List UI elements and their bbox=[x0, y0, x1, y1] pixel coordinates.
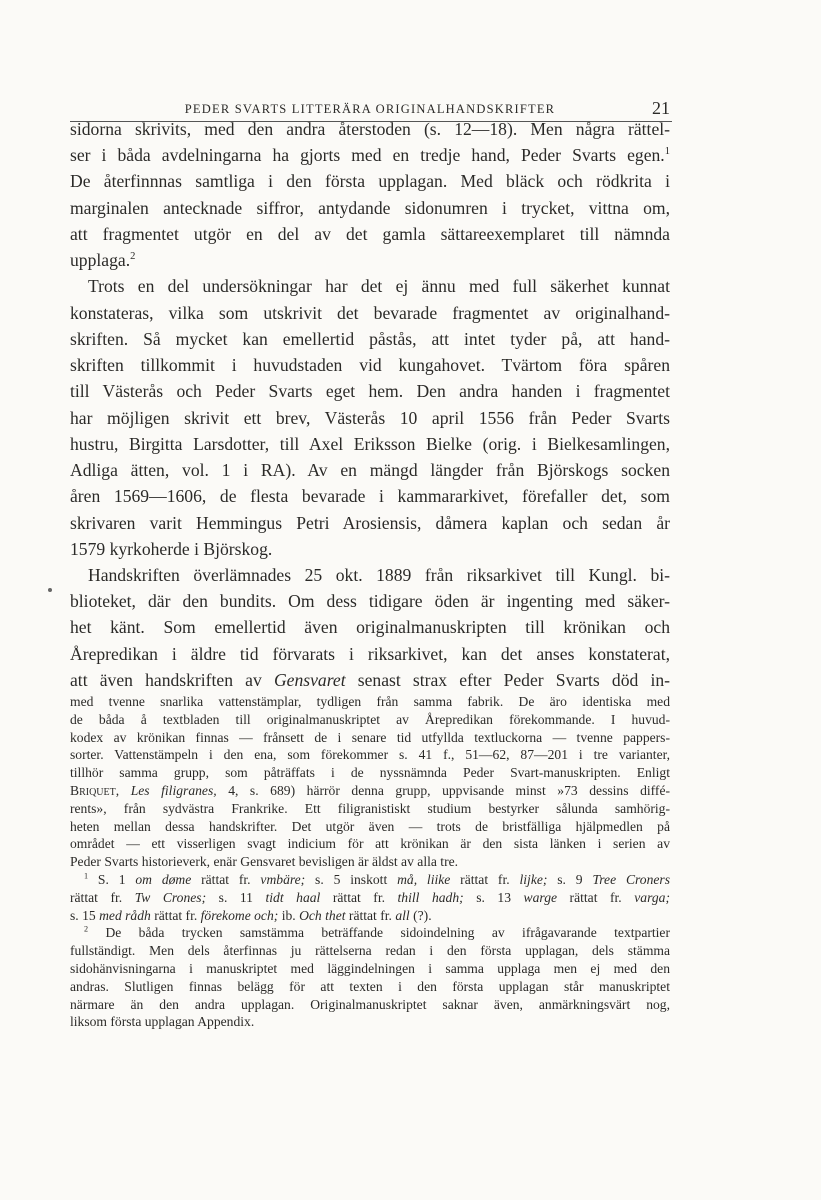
text-line bbox=[70, 431, 670, 457]
text-segment: andras. Slutligen finnas belägg för att texten i den första upplagan står manuskriptet bbox=[70, 978, 670, 994]
text-segment: Årepredikan i äldre tid förvarats i riksarkivet, kan det anses konstaterat, bbox=[70, 643, 670, 664]
text-segment: rents», från sydvästra Frankrike. Ett filigranistiskt studium bestyrker sålunda samhörig- bbox=[70, 800, 670, 816]
text-segment: 1579 kyrkoherde i Björskog. bbox=[70, 538, 273, 559]
margin-mark bbox=[48, 588, 52, 592]
text-segment: senast strax efter Peder Svarts död in- bbox=[345, 669, 670, 690]
text-segment: hustru, Birgitta Larsdotter, till Axel Eriksson Bielke (orig. i Bielkesamlingen, bbox=[70, 433, 670, 454]
text-segment: skrivaren varit Hemmingus Petri Arosiensis, dåmera kaplan och sedan år bbox=[70, 512, 670, 533]
text-line bbox=[70, 996, 670, 1014]
text-line bbox=[70, 1013, 670, 1031]
text-segment: tidt haal bbox=[265, 889, 321, 905]
text-segment: må, liike bbox=[397, 871, 451, 887]
text-segment: varga; bbox=[634, 889, 670, 905]
text-segment: , bbox=[115, 782, 131, 798]
footnotes bbox=[70, 693, 670, 1031]
text-segment: rättat fr. bbox=[191, 871, 261, 887]
text-line bbox=[70, 711, 670, 729]
text-segment: Les filigranes, bbox=[130, 782, 217, 798]
text-line bbox=[70, 195, 670, 221]
text-line bbox=[70, 221, 670, 247]
text-segment: s. 9 bbox=[547, 871, 593, 887]
text-segment: ser i båda avdelningarna ha gjorts med en tredje hand, Peder Svarts egen. bbox=[70, 145, 665, 166]
text-segment: thill hadh; bbox=[397, 889, 464, 905]
text-line bbox=[70, 378, 670, 404]
text-segment: 4, s. 689) härrör denna grupp, uppvisande minst »73 dessins diffé- bbox=[216, 782, 671, 798]
text-line bbox=[70, 667, 670, 693]
text-line bbox=[70, 764, 670, 782]
text-segment: med rådh bbox=[99, 907, 151, 923]
text-line bbox=[70, 818, 670, 836]
text-segment: kodex av krönikan finnas — frånsett de i senare tid utfyllda textluckorna — tvenne pappers- bbox=[70, 729, 670, 745]
text-segment: liksom första upplagan Appendix. bbox=[70, 1014, 255, 1030]
text-segment: närmare än den andra upplagan. Originalmanuskriptet saknar även, anmärkningsvärt nog, bbox=[70, 996, 670, 1012]
text-line bbox=[70, 871, 670, 889]
text-segment: heten mellan dessa handskrifter. Det utgör även — trots de bristfälliga hjälpmedlen på bbox=[70, 818, 670, 834]
text-line bbox=[70, 782, 670, 800]
text-segment: all bbox=[395, 907, 410, 923]
footnote-marker: 1 bbox=[664, 146, 670, 158]
footnote-marker: 2 bbox=[130, 251, 136, 263]
text-segment: het känt. Som emellertid även originalmanuskripten till krönikan och bbox=[70, 617, 670, 638]
text-segment: sorter. Vattenstämpeln i den ena, som förekommer s. 41 f., 51—62, 87—201 i tre varianter, bbox=[70, 747, 670, 763]
text-line bbox=[70, 457, 670, 483]
text-segment: s. 13 bbox=[463, 889, 524, 905]
text-segment: Handskriften överlämnades 25 okt. 1889 från riksarkivet till Kungl. bi- bbox=[88, 564, 670, 585]
text-line bbox=[70, 835, 670, 853]
text-line bbox=[70, 116, 670, 142]
text-segment: Och thet bbox=[299, 907, 346, 923]
text-line bbox=[70, 536, 670, 562]
text-segment: warge bbox=[523, 889, 558, 905]
text-segment: marginalen antecknade siffror, antydande sidonumren i trycket, vittna om, bbox=[70, 197, 670, 218]
text-segment: tillhör samma grupp, som påträffats i de nyssnämnda Peder Svart-manuskripten. Enligt bbox=[70, 765, 670, 781]
text-segment: fullständigt. Men dels återfinnas ju rättelserna redan i den första upplagan, dels stämma bbox=[70, 943, 670, 959]
text-segment: blioteket, där den bundits. Om dess tidigare öden är ingenting med säker- bbox=[70, 591, 670, 612]
text-segment: de båda å textbladen till originalmanuskriptet av Årepredikan förekommande. I huvud- bbox=[70, 711, 670, 727]
text-segment: till Västerås och Peder Svarts eget hem. Den andra handen i fragmentet bbox=[70, 381, 670, 402]
text-line bbox=[70, 853, 670, 871]
text-segment: åren 1569—1606, de flesta bevarade i kammararkivet, förefaller det, som bbox=[70, 486, 670, 507]
text-segment: De båda trycken samstämma beträffande sidoindelning av ifrågavarande textpartier bbox=[88, 925, 670, 941]
text-segment: området — ett visserligen svagt indicium för att krönikan är den sista länken i serien av bbox=[70, 836, 670, 852]
text-line bbox=[70, 746, 670, 764]
text-line bbox=[70, 510, 670, 536]
text-segment: lijke; bbox=[519, 871, 548, 887]
footnote-marker: 2 bbox=[84, 924, 89, 934]
text-segment: skriften. Så mycket kan emellertid påstås, att intet tyder på, att hand- bbox=[70, 328, 670, 349]
text-line bbox=[70, 326, 670, 352]
text-segment: s. 11 bbox=[206, 889, 266, 905]
text-segment: rättat fr. bbox=[557, 889, 635, 905]
text-line bbox=[70, 942, 670, 960]
text-segment: rättat fr. bbox=[345, 907, 396, 923]
text-line bbox=[70, 562, 670, 588]
text-segment: sidohänvisningarna i manuskriptet med läggindelningen i samma upplaga men ej med den bbox=[70, 960, 670, 976]
text-segment: sidorna skrivits, med den andra återstoden (s. 12—18). Men några rättel- bbox=[70, 119, 670, 139]
text-segment: s. 5 inskott bbox=[305, 871, 398, 887]
text-line bbox=[70, 978, 670, 996]
text-line bbox=[70, 924, 670, 942]
text-segment: konstateras, vilka som utskrivit det bevarade fragmentet av originalhand- bbox=[70, 302, 670, 323]
text-segment: Tw Crones; bbox=[134, 889, 207, 905]
text-segment: rättat fr. bbox=[150, 907, 201, 923]
text-line bbox=[70, 168, 670, 194]
text-line bbox=[70, 960, 670, 978]
text-line bbox=[70, 641, 670, 667]
text-segment: vmbäre; bbox=[260, 871, 306, 887]
text-line bbox=[70, 247, 670, 273]
text-line bbox=[70, 405, 670, 431]
text-segment: att fragmentet utgör en del av det gamla sättareexemplaret till nämnda bbox=[70, 223, 670, 244]
text-line bbox=[70, 693, 670, 711]
text-segment: rättat fr. bbox=[70, 889, 135, 905]
text-segment: (?). bbox=[409, 907, 432, 923]
text-segment: ib. bbox=[278, 907, 300, 923]
text-segment: att även handskriften av bbox=[70, 669, 274, 690]
body-text bbox=[70, 116, 670, 693]
text-segment: De återfinnnas samtliga i den första upplagan. Med bläck och rödkrita i bbox=[70, 171, 670, 192]
text-line bbox=[70, 588, 670, 614]
text-line bbox=[70, 300, 670, 326]
text-segment: rättat fr. bbox=[320, 889, 398, 905]
text-line bbox=[70, 273, 670, 299]
page-number: 21 bbox=[652, 98, 670, 118]
text-line bbox=[70, 614, 670, 640]
text-segment: förekome och; bbox=[200, 907, 279, 923]
text-segment: med tvenne snarlika vattenstämplar, tydligen från samma fabrik. De äro identiska med bbox=[70, 694, 670, 709]
text-line bbox=[70, 483, 670, 509]
text-line bbox=[70, 907, 670, 925]
text-segment: Briquet bbox=[70, 782, 116, 798]
text-segment: har möjligen skrivit ett brev, Västerås 10 april 1556 från Peder Svarts bbox=[70, 407, 670, 428]
text-segment: S. 1 bbox=[88, 871, 136, 887]
footnote-marker: 1 bbox=[84, 871, 89, 881]
text-segment: om døme bbox=[135, 871, 192, 887]
text-segment: Tree Croners bbox=[592, 871, 671, 887]
text-segment: rättat fr. bbox=[450, 871, 520, 887]
text-line bbox=[70, 889, 670, 907]
text-line bbox=[70, 142, 670, 168]
text-segment: upplaga. bbox=[70, 250, 131, 271]
text-segment: skriften tillkommit i huvudstaden vid kungahovet. Tvärtom föra spåren bbox=[70, 355, 670, 376]
text-line bbox=[70, 352, 670, 378]
running-title: PEDER SVARTS LITTERÄRA ORIGINALHANDSKRIFTER bbox=[184, 102, 556, 116]
text-line bbox=[70, 729, 670, 747]
text-segment: s. 15 bbox=[70, 907, 100, 923]
text-segment: Gensvaret bbox=[273, 669, 346, 690]
text-segment: Trots en del undersökningar har det ej ännu med full säkerhet kunnat bbox=[88, 276, 670, 297]
text-segment: Adliga ätten, vol. 1 i RA). Av en mängd längder från Björskogs socken bbox=[70, 460, 670, 481]
text-segment: Peder Svarts historieverk, enär Gensvaret bevisligen är äldst av alla tre. bbox=[70, 854, 459, 870]
text-line bbox=[70, 800, 670, 818]
